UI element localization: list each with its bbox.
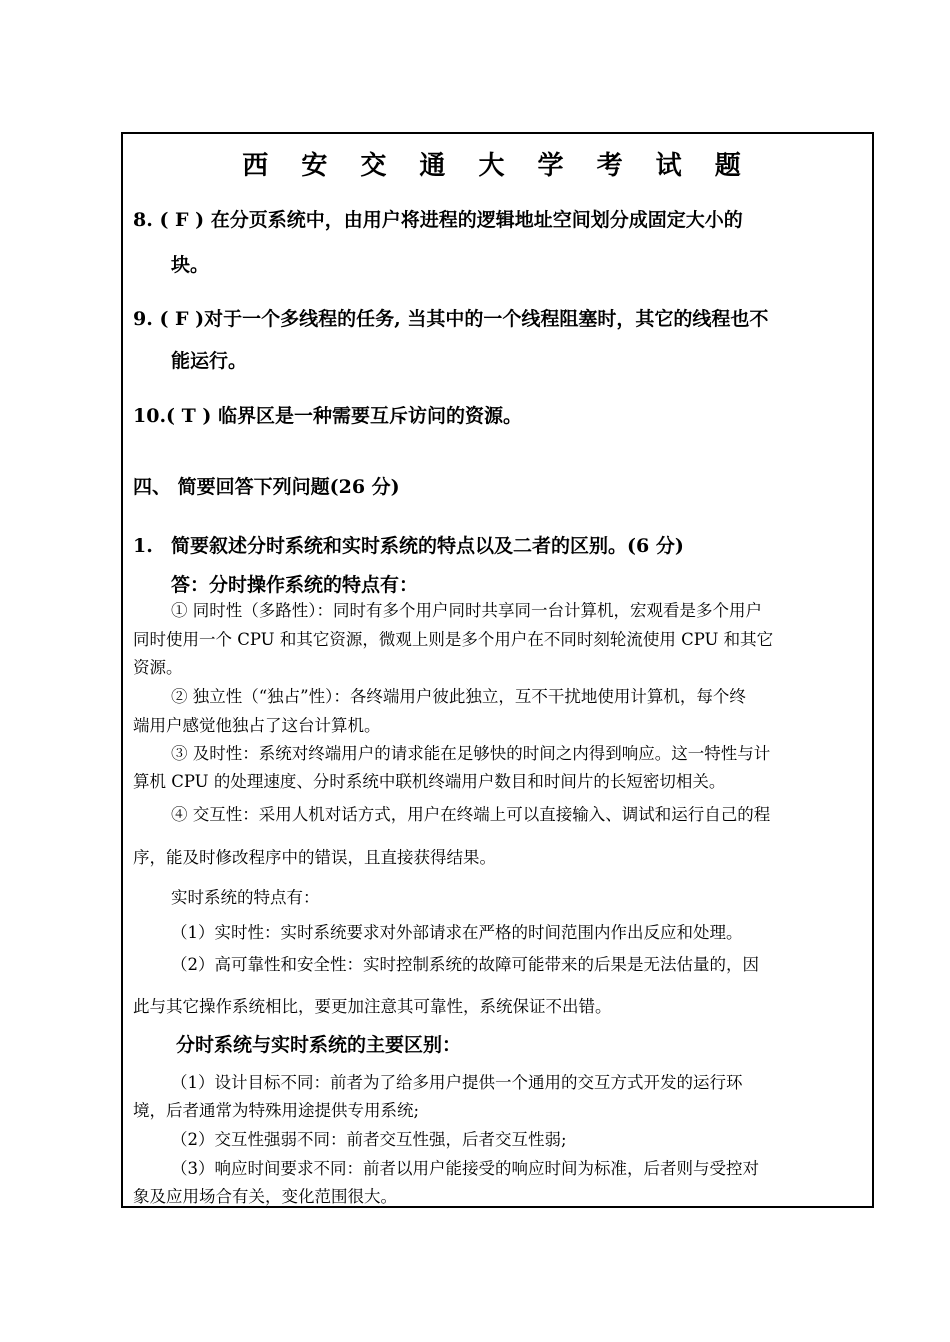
timesharing-feature-line: ④ 交互性：采用人机对话方式，用户在终端上可以直接输入、调试和运行自己的程 xyxy=(171,805,771,824)
timesharing-feature-line: 同时使用一个 CPU 和其它资源，微观上则是多个用户在不同时刻轮流使用 CPU 和其它 xyxy=(133,630,774,649)
question-1-prompt xyxy=(133,533,684,559)
question-1-text: 简要叙述分时系统和实时系统的特点以及二者的区别。(6 分) xyxy=(171,535,684,557)
question-10-line-1: 10.( T ) 临界区是一种需要互斥访问的资源。 xyxy=(133,405,523,427)
timesharing-feature-line: 端用户感觉他独占了这台计算机。 xyxy=(133,716,381,735)
realtime-feature-line: （1）实时性：实时系统要求对外部请求在严格的时间范围内作出反应和处理。 xyxy=(171,923,743,942)
question-1-number: 1. xyxy=(133,535,153,557)
timesharing-feature-line: ③ 及时性：系统对终端用户的请求能在足够快的时间之内得到响应。这一特性与计 xyxy=(171,744,771,763)
difference-line: 象及应用场合有关，变化范围很大。 xyxy=(133,1187,397,1206)
realtime-heading: 实时系统的特点有： xyxy=(171,888,320,907)
timesharing-feature-line: ② 独立性（“独占”性）：各终端用户彼此独立，互不干扰地使用计算机，每个终 xyxy=(171,687,746,706)
question-9-line-1: 9. ( F )对于一个多线程的任务, 当其中的一个线程阻塞时，其它的线程也不 xyxy=(133,308,769,330)
timesharing-feature-line: ① 同时性（多路性）：同时有多个用户同时共享同一台计算机，宏观看是多个用户 xyxy=(171,601,762,620)
section-4-heading: 四、 简要回答下列问题(26 分) xyxy=(133,476,400,498)
difference-line: （3）响应时间要求不同：前者以用户能接受的响应时间为标准，后者则与受控对 xyxy=(171,1159,759,1178)
realtime-feature-line: （2）高可靠性和安全性：实时控制系统的故障可能带来的后果是无法估量的，因 xyxy=(171,955,759,974)
difference-heading: 分时系统与实时系统的主要区别： xyxy=(176,1034,462,1056)
question-8-line-1: 8. ( F ) 在分页系统中，由用户将进程的逻辑地址空间划分成固定大小的 xyxy=(133,209,743,231)
timesharing-feature-line: 算机 CPU 的处理速度、分时系统中联机终端用户数目和时间片的长短密切相关。 xyxy=(133,772,726,791)
question-9-line-2: 能运行。 xyxy=(171,350,248,372)
timesharing-feature-line: 资源。 xyxy=(133,658,183,677)
answer-heading: 答：分时操作系统的特点有： xyxy=(171,574,419,596)
question-8-line-2: 块。 xyxy=(171,254,210,276)
difference-line: （2）交互性强弱不同：前者交互性强，后者交互性弱; xyxy=(171,1130,567,1149)
difference-line: 境，后者通常为特殊用途提供专用系统; xyxy=(133,1101,420,1120)
realtime-feature-line: 此与其它操作系统相比，要更加注意其可靠性，系统保证不出错。 xyxy=(133,997,612,1016)
timesharing-feature-line: 序，能及时修改程序中的错误，且直接获得结果。 xyxy=(133,848,496,867)
page-title: 西 安 交 通 大 学 考 试 题 xyxy=(242,151,753,181)
difference-line: （1）设计目标不同：前者为了给多用户提供一个通用的交互方式开发的运行环 xyxy=(171,1073,743,1092)
